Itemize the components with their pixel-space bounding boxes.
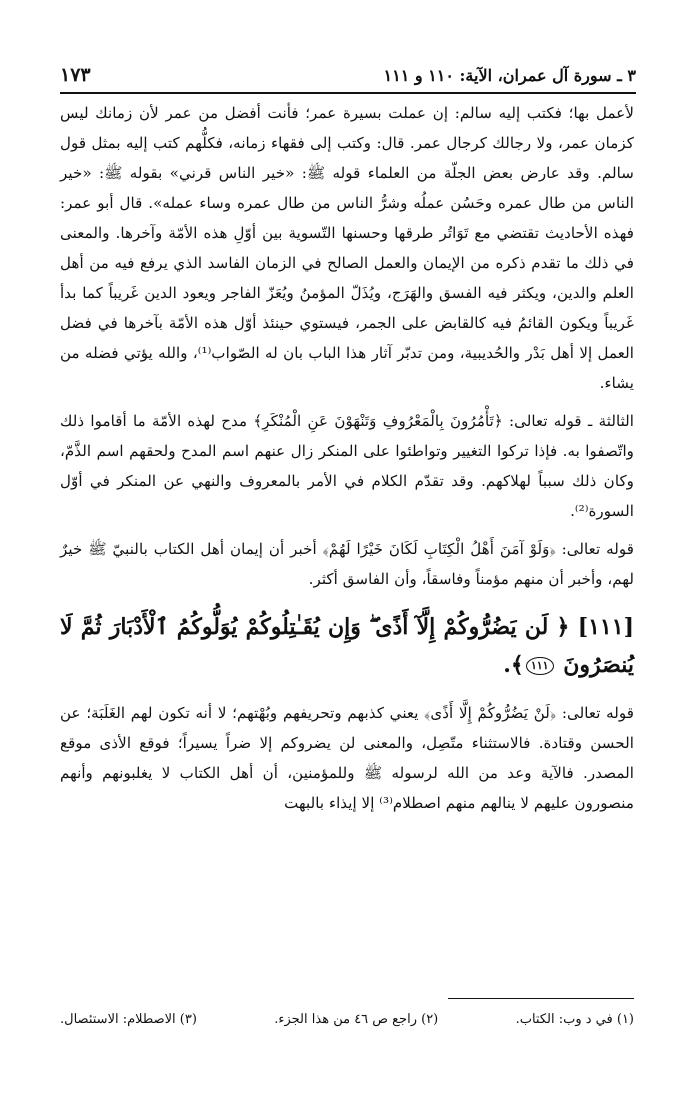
- text-line: فيستوي حينئذ أوّل هذه الأمّة بآخرها في فضل العمل إلا أهل بَدْر والحُديبية، ومن تدبّر: [60, 314, 634, 362]
- text-line: ليس كزمان عمر، ولا رجالك كرجال عمر. قال: وكتب إلى فقهاء زمانه، فكلُّهم كتب: [60, 104, 634, 152]
- text-line: لهم الغَلَبَة؛ عن الحسن وقتادة. فالاستثناء متّصِل، والمعنى لن يضروكم إلا ضراً يسيراً؛: [60, 704, 635, 752]
- page-number: ١٧٣: [60, 64, 91, 86]
- footnote-1: (١) في د وب: الكتاب.: [515, 1012, 634, 1027]
- verse-ending: ﴾.: [503, 652, 524, 678]
- text-line: هذه الأمّة وآخرها. والمعنى في ذلك ما تقدم ذكره من الإيمان والعمل الصالح في الزمان: [60, 224, 635, 272]
- footnotes: [60, 1012, 634, 1027]
- text-line: بالنبيّ ﷺ خيرٌ لهم، وأخبر أن منهم مؤمناً وفاسقاً، وأن الفاسق أكثر.: [60, 540, 634, 588]
- text-line: بقوله ﷺ: «خير الناس من طال عمره وحَسُن عملُه وشرُّ الناس من طال عمره وساء: [60, 164, 634, 212]
- text-line: عمله». قال أبو عمر: فهذه الأحاديث تقتضي مع تَوَاتُر طرقها وحسنها التّسوية بين أوّلِ: [60, 194, 634, 242]
- paragraph-4: [60, 698, 634, 818]
- text-line: ولحقهم اسم الذَّمّ، وكان ذلك سبباً لهلاكهم. وقد تقدّم الكلام في الأمر بالمعروف: [60, 442, 635, 490]
- paragraph-2: [60, 406, 634, 526]
- footnote-3: (٣) الاصطلام: الاستئصال.: [60, 1012, 197, 1027]
- verse-text: ﴿ لَن يَضُرُّوكُمْ إِلَّآ أَذًى ۖ وَإِن يُقَـٰتِلُوكُمْ يُوَلُّوكُمُ ٱلْأَدْبَارَ ثُمَّ لَا يُنصَرُونَ: [60, 614, 634, 678]
- header-rule: [60, 92, 636, 94]
- text-line: لا يغلبونهم وأنهم منصورون عليهم لا ينالهم منهم اصطلام⁽³⁾ إلا إيذاء بالبهت: [60, 764, 634, 812]
- footnote-2: (٢) راجع ص ٤٦ من هذا الجزء.: [274, 1012, 439, 1027]
- quran-verse: [60, 608, 634, 684]
- text-line: أقاموا ذلك واتّصفوا به. فإذا تركوا التغيير وتواطئوا على المنكر زال عنهم اسم المدح: [60, 412, 635, 460]
- page-header: [60, 60, 636, 90]
- footnote-rule: [448, 998, 634, 999]
- text-line: فوقع الأذى موقع المصدر. فالآية وعد من الله لرسوله ﷺ وللمؤمنين، أن أهل الكتاب: [60, 734, 634, 782]
- text-line: إليه بمثل قول سالم. وقد عارض بعض الجلّة من العلماء قوله ﷺ: «خير الناس قرني»: [60, 134, 635, 182]
- text-line: الثالثة ـ قوله تعالى: ﴿تَأْمُرُونَ بِالْمَعْرُوفِ وَتَنْهَوْنَ عَنِ الْمُنْكَرِ﴾ مدح لهذه الأمّة ما: [133, 412, 635, 430]
- text-line: قوله تعالى: ﴿لَنْ يَضُرُّوكُمْ إِلَّا أَذًى﴾ يعني كذبهم وتحريفهم وبُهْتهم؛ لا أنه تكون: [158, 704, 634, 722]
- paragraph-1: [60, 98, 634, 398]
- text-line: ويُعَزّ الفاجر ويعود الدين غَريباً كما بدأ غَريباً ويكون القائمُ فيه كالقابض على الجمر،: [60, 284, 634, 332]
- page-body: [60, 98, 634, 818]
- text-line: والنهي عن المنكر في أوّل السورة⁽²⁾.: [60, 472, 634, 520]
- running-title: ٣ ـ سورة آل عمران، الآية: ١١٠ و ١١١: [383, 65, 636, 85]
- text-line: قوله تعالى: ﴿وَلَوْ آمَنَ أَهْلُ الْكِتَابِ لَكَانَ خَيْرًا لَهُمْ﴾ أخبر أن إيمان أهل الكتاب: [153, 540, 634, 558]
- paragraph-3: [60, 534, 634, 594]
- text-line: الفاسد الذي يرفع فيه من أهل العلم والدين، ويكثر فيه الفسق والهَرَج، ويُذَلّ المؤمنُ: [60, 254, 634, 302]
- ayah-end-marker: ١١١: [526, 657, 554, 675]
- text-line: آثار هذا الباب بان له الصّواب⁽¹⁾، والله يؤتي فضله من يشاء.: [60, 344, 634, 392]
- text-line: لأعمل بها؛ فكتب إليه سالم: إن عملت بسيرة عمر؛ فأنت أفضل من عمر لأن زمانك: [95, 104, 635, 122]
- verse-number: [١١١]: [577, 614, 634, 640]
